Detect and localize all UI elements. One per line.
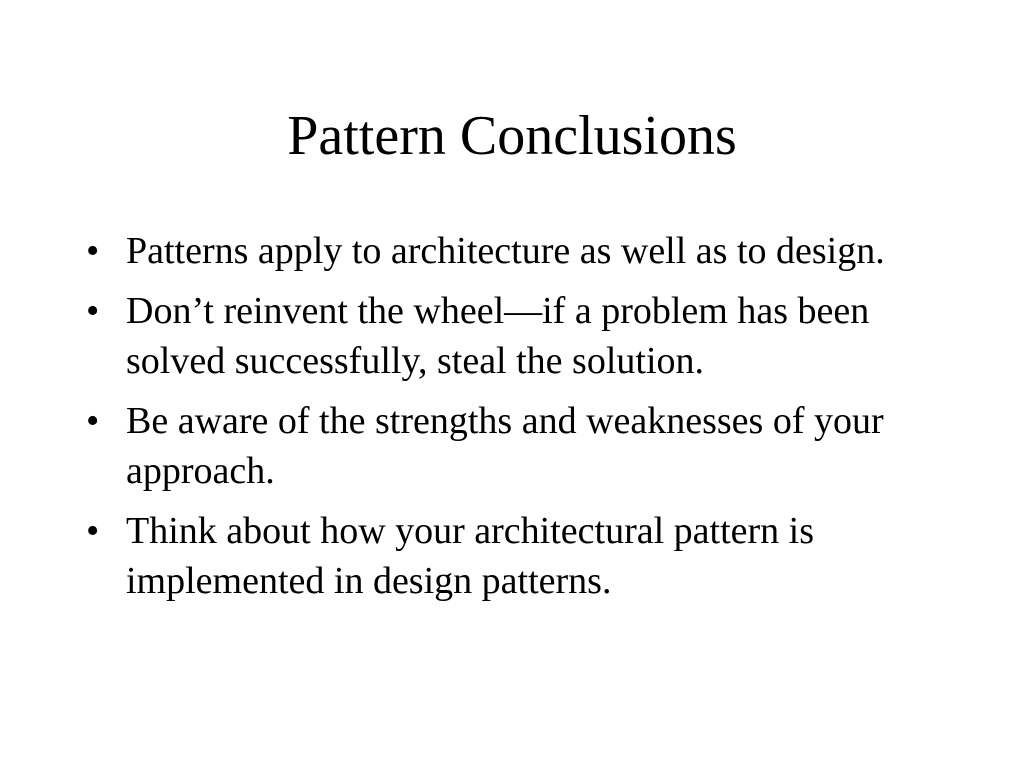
bullet-text: Patterns apply to architecture as well as to design. [126, 230, 885, 272]
bullet-text: Don’t reinvent the wheel—if a problem has been solved successfully, steal the solution. [126, 290, 870, 382]
bullet-marker: • [86, 400, 100, 442]
bullet-item [86, 226, 946, 276]
bullet-item [86, 396, 946, 496]
bullet-item [86, 286, 946, 386]
bullet-text: Be aware of the strengths and weaknesses of your approach. [126, 400, 884, 492]
bullet-marker: • [86, 510, 100, 552]
bullet-item [86, 506, 946, 606]
bullet-marker: • [86, 290, 100, 332]
bullet-list [86, 226, 946, 616]
slide-title: Pattern Conclusions [287, 105, 737, 167]
bullet-text: Think about how your architectural pattern is implemented in design patterns. [126, 510, 815, 602]
bullet-marker: • [86, 230, 100, 272]
